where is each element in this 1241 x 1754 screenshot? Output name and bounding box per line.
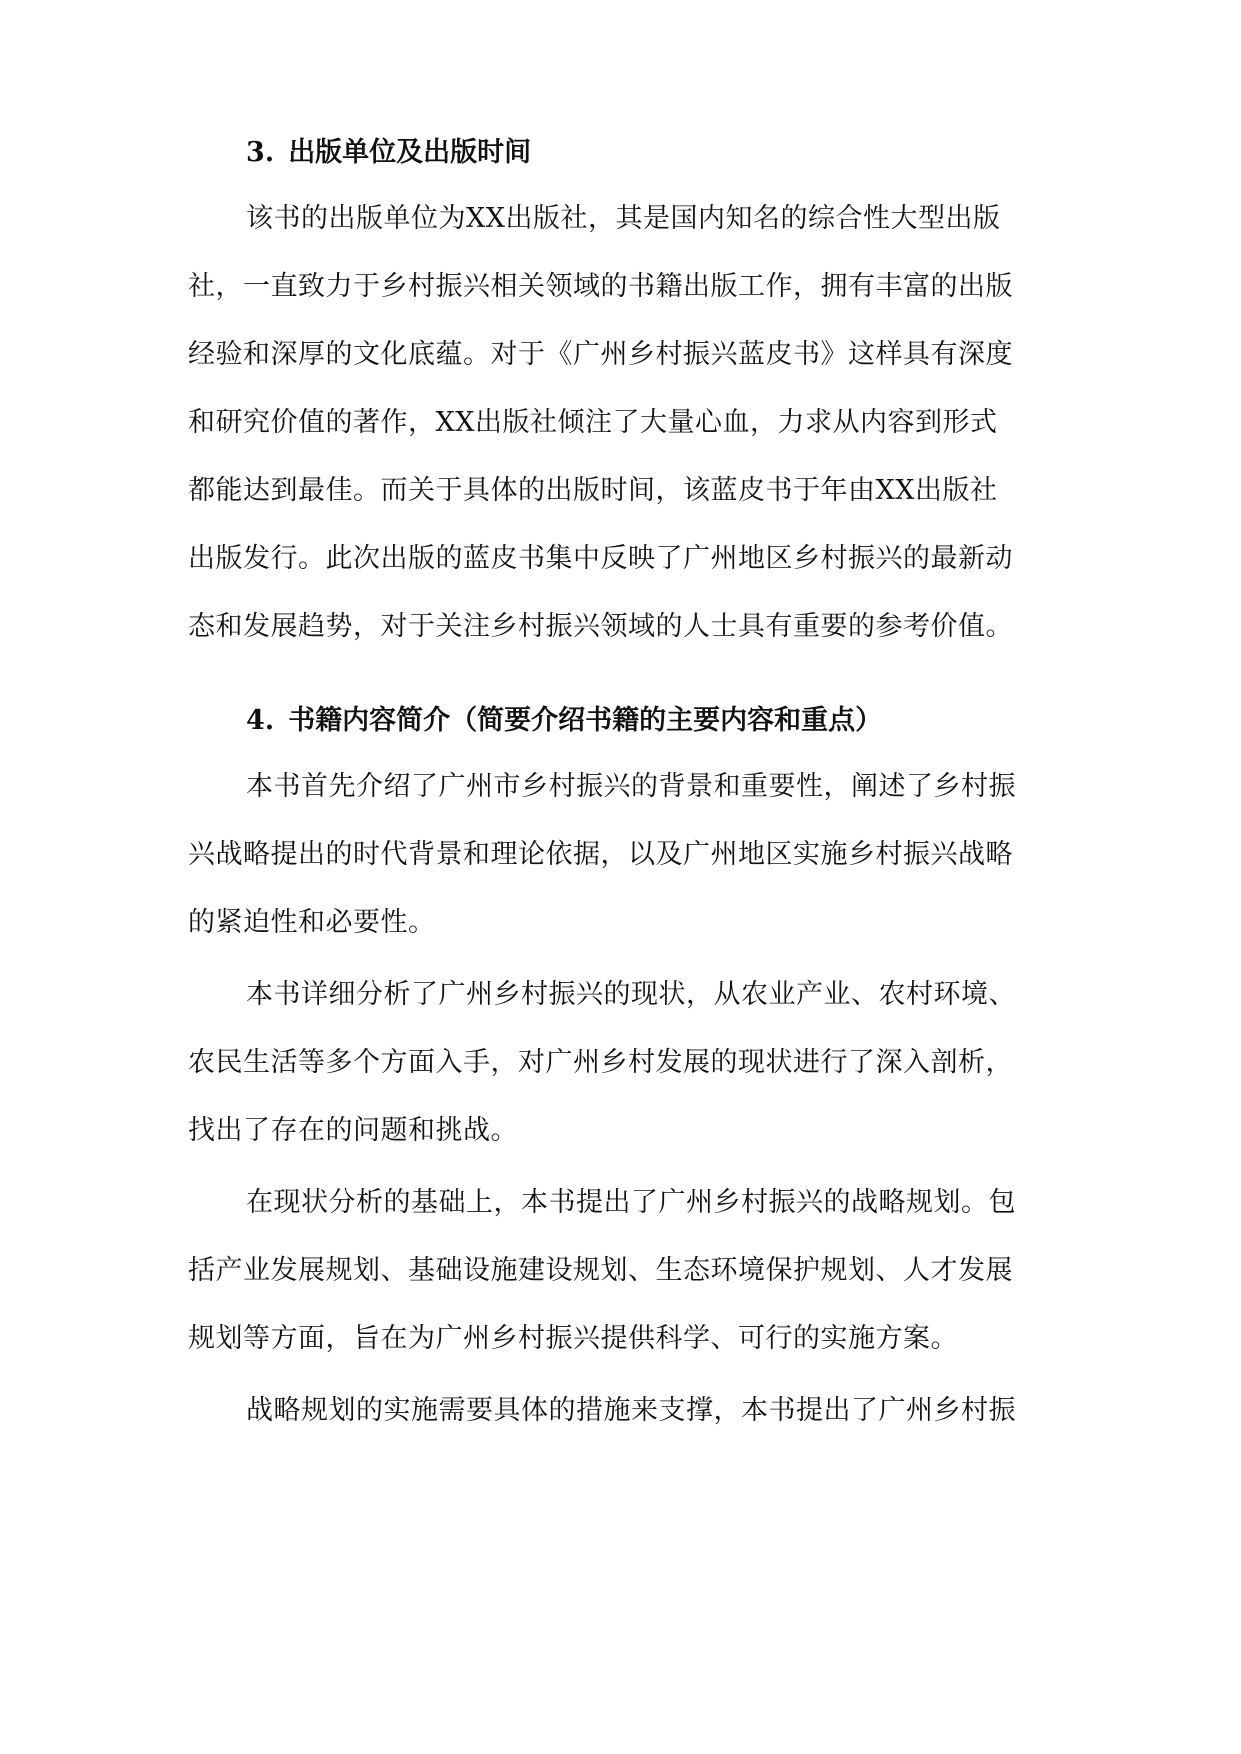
section-4-line-1: 本书首先介绍了广州市乡村振兴的背景和重要性，阐述了乡村振 — [246, 771, 1016, 802]
section-3-line-6: 出版发行。此次出版的蓝皮书集中反映了广州地区乡村振兴的最新动 — [188, 543, 1013, 574]
section-4-line-9: 规划等方面，旨在为广州乡村振兴提供科学、可行的实施方案。 — [188, 1323, 958, 1354]
section-3-heading — [246, 128, 531, 178]
section-3-title: 出版单位及出版时间 — [288, 137, 532, 168]
section-3-line-7: 态和发展趋势，对于关注乡村振兴领域的人士具有重要的参考价值。 — [188, 611, 1013, 642]
section-3-line-5: 都能达到最佳。而关于具体的出版时间，该蓝皮书于年由XX出版社 — [188, 475, 998, 506]
section-4-line-6: 找出了存在的问题和挑战。 — [188, 1115, 518, 1146]
section-4-line-5: 农民生活等多个方面入手，对广州乡村发展的现状进行了深入剖析， — [188, 1047, 1013, 1078]
section-3-line-3: 经验和深厚的文化底蕴。对于《广州乡村振兴蓝皮书》这样具有深度 — [188, 339, 1013, 370]
section-3-line-2: 社，一直致力于乡村振兴相关领域的书籍出版工作，拥有丰富的出版 — [188, 271, 1013, 302]
section-3-line-1: 该书的出版单位为XX出版社，其是国内知名的综合性大型出版 — [246, 203, 1001, 234]
section-4-title: 书籍内容简介（简要介绍书籍的主要内容和重点） — [288, 705, 883, 736]
section-4-line-4: 本书详细分析了广州乡村振兴的现状，从农业产业、农村环境、 — [246, 979, 1016, 1010]
section-3-number: 3. — [246, 137, 275, 168]
section-4-line-10: 战略规划的实施需要具体的措施来支撑，本书提出了广州乡村振 — [246, 1395, 1016, 1426]
section-4-line-7: 在现状分析的基础上，本书提出了广州乡村振兴的战略规划。包 — [246, 1187, 1016, 1218]
section-4-line-8: 括产业发展规划、基础设施建设规划、生态环境保护规划、人才发展 — [188, 1255, 1013, 1286]
section-4-number: 4. — [246, 705, 275, 736]
section-4-line-3: 的紧迫性和必要性。 — [188, 907, 436, 938]
section-4-heading — [246, 696, 882, 746]
section-3-line-4: 和研究价值的著作，XX出版社倾注了大量心血，力求从内容到形式 — [188, 407, 998, 438]
section-4-line-2: 兴战略提出的时代背景和理论依据，以及广州地区实施乡村振兴战略 — [188, 839, 1013, 870]
